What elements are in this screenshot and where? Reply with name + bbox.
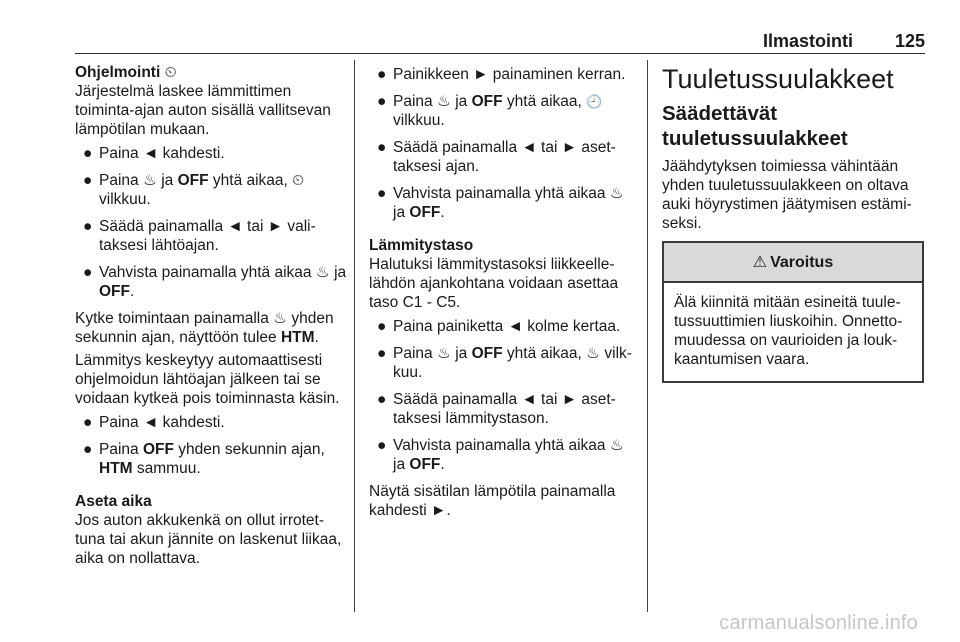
header-divider xyxy=(75,53,925,54)
timer-icon: ⏲ xyxy=(292,172,305,189)
heater-icon: ♨ xyxy=(273,310,288,327)
heater-icon: ♨ xyxy=(142,172,157,189)
heat-level-body: Halutuksi lämmitystasoksi liikkeellelähdön ajankohtana voidaan asettaa taso C1 - C5. xyxy=(369,256,619,311)
column-divider xyxy=(647,60,648,612)
list-item: ● Paina painiketta ◄ kolme kertaa. xyxy=(377,318,621,335)
set-time-body: Jos auton akkukenkä on ollut irrotettuna tai akun jännite on laskenut liikaa, aika on nollattava. xyxy=(75,512,342,567)
section-title: Tuuletussuulakkeet xyxy=(662,64,894,94)
auto-off-text: Lämmitys keskeytyy automaattisesti ohjelmoidun lähtöajan jälkeen tai se voidaan kytkeä pois toiminnasta käsin. xyxy=(75,352,340,407)
heater-icon: ♨ xyxy=(609,437,624,454)
list-item: ● Paina ◄ kahdesti. xyxy=(83,414,225,431)
heater-icon: ♨ xyxy=(315,264,330,281)
programming-intro: Järjestelmä laskee lämmittimen toiminta-ajan auton sisällä vallitsevan lämpötilan mukaan. xyxy=(75,83,331,138)
vents-body: Jäähdytyksen toimiessa vähintään yhden tuuletussuulakkeen on oltava auki höyrystimen jäätymisen estämiseksi. xyxy=(662,158,912,232)
section-subtitle: Säädettävät tuuletussuulakkeet xyxy=(662,102,848,150)
warning-heading: Varoitus xyxy=(770,253,834,271)
page-title: Ilmastointi xyxy=(762,31,853,51)
warning-box xyxy=(662,241,924,383)
heat-level-heading: Lämmitystaso xyxy=(369,237,474,254)
list-item: ● Paina OFF yhden sekunnin ajan, HTM sammuu. xyxy=(83,441,325,477)
programming-steps xyxy=(75,144,347,301)
column-left xyxy=(75,63,347,572)
clock-icon: 🕘 xyxy=(586,94,603,109)
list-item: ● Säädä painamalla ◄ tai ► valitaksesi lähtöajan. xyxy=(83,218,316,254)
watermark: carmanualsonline.info xyxy=(719,612,918,634)
timer-icon: ⏲ xyxy=(164,64,177,81)
heater-icon: ♨ xyxy=(586,345,601,362)
list-item: ● Paina ♨ ja OFF yhtä aikaa, ⏲ vilkkuu. xyxy=(83,172,305,208)
column-right xyxy=(662,63,926,383)
heater-icon: ♨ xyxy=(436,93,451,110)
display-temp-text: Näytä sisätilan lämpötila painamalla kahdesti ►. xyxy=(369,483,616,519)
stop-steps xyxy=(75,413,347,478)
list-item: ● Paina ♨ ja OFF yhtä aikaa, ♨ vilkkuu. xyxy=(377,345,632,381)
list-item: ● Vahvista painamalla yhtä aikaa ♨ ja OFF. xyxy=(83,264,347,300)
warning-body: Älä kiinnitä mitään esineitä tuuletussuuttimien liuskoihin. Onnettomuudessa on vaurioiden ja loukkaantumisen vaara. xyxy=(674,294,903,368)
page-header xyxy=(75,30,925,52)
warning-header xyxy=(664,243,922,283)
list-item: ● Säädä painamalla ◄ tai ► asettaksesi ajan. xyxy=(377,139,616,175)
warning-icon: ⚠ xyxy=(752,253,768,271)
heat-level-steps xyxy=(369,317,639,474)
set-time-heading: Aseta aika xyxy=(75,493,152,510)
list-item: ● Säädä painamalla ◄ tai ► asettaksesi lämmitystason. xyxy=(377,391,616,427)
programming-heading: Ohjelmointi ⏲ xyxy=(75,64,177,81)
list-item: ● Paina ♨ ja OFF yhtä aikaa, 🕘 vilkkuu. xyxy=(377,93,603,129)
time-steps xyxy=(369,65,639,222)
list-item: ● Vahvista painamalla yhtä aikaa ♨ ja OFF. xyxy=(377,185,624,221)
heater-icon: ♨ xyxy=(436,345,451,362)
list-item: ● Painikkeen ► painaminen kerran. xyxy=(377,66,626,83)
page-number: 125 xyxy=(894,31,925,51)
activate-text: Kytke toimintaan painamalla ♨ yhden sekunnin ajan, näyttöön tulee HTM. xyxy=(75,310,334,346)
list-item: ● Paina ◄ kahdesti. xyxy=(83,145,225,162)
heater-icon: ♨ xyxy=(609,185,624,202)
column-divider xyxy=(354,60,355,612)
list-item: ● Vahvista painamalla yhtä aikaa ♨ ja OFF. xyxy=(377,437,624,473)
column-middle xyxy=(369,63,639,524)
